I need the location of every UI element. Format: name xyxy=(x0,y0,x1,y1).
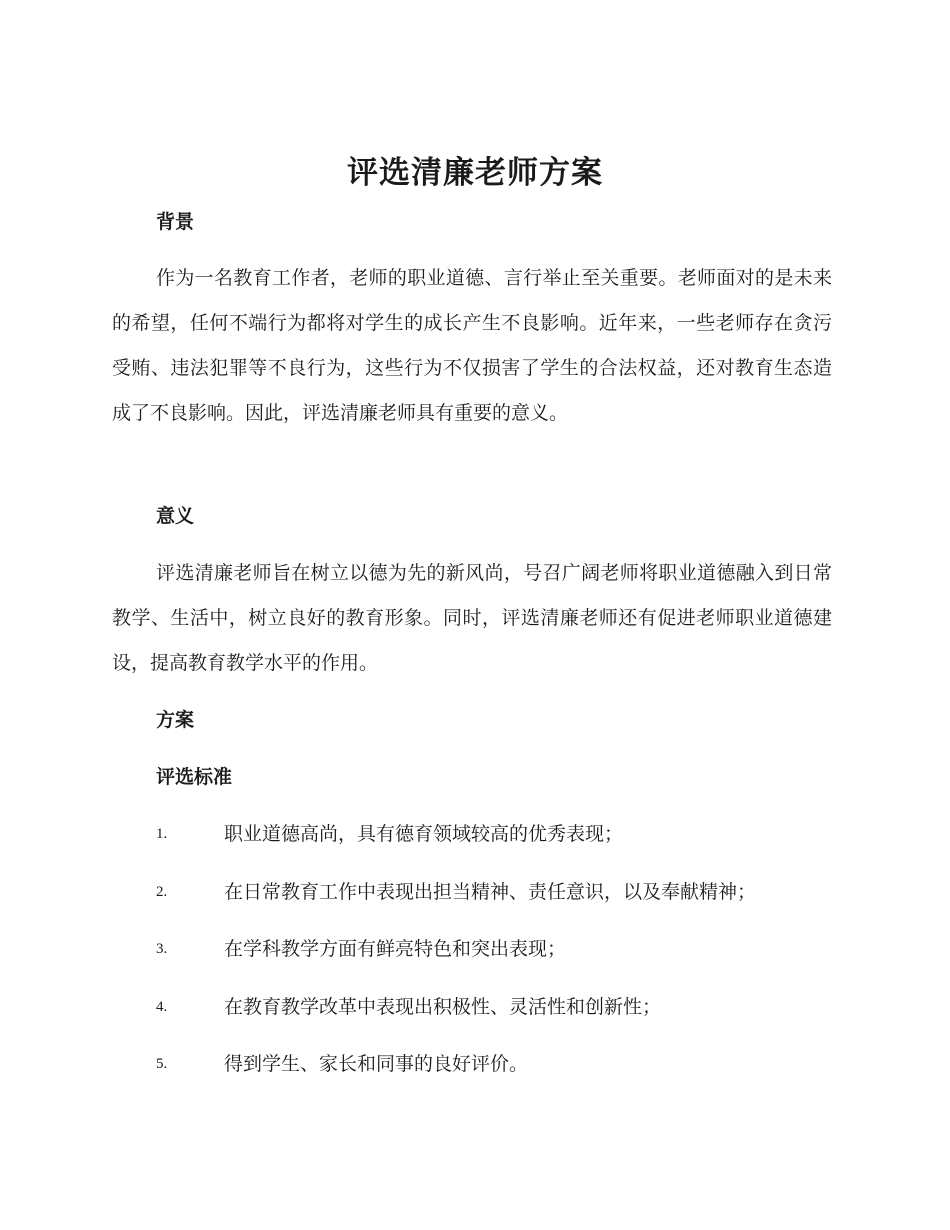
criteria-list-item xyxy=(156,819,836,849)
list-text: 在日常教育工作中表现出担当精神、责任意识，以及奉献精神； xyxy=(224,881,757,903)
criteria-list-item xyxy=(156,992,836,1022)
list-number: 4. xyxy=(156,999,168,1015)
list-text: 在学科教学方面有鲜亮特色和突出表现； xyxy=(224,938,567,960)
criteria-list-item xyxy=(156,1049,836,1079)
criteria-list-item xyxy=(156,934,836,964)
significance-paragraph: 评选清廉老师旨在树立以德为先的新风尚，号召广阔老师将职业道德融入到日常教学、生活中，树立良好的教育形象。同时，评选清廉老师还有促进老师职业道德建设，提高教育教学水平的作用。 xyxy=(112,562,832,674)
list-number: 1. xyxy=(156,826,168,842)
section-heading-background: 背景 xyxy=(156,211,195,233)
criteria-list-item xyxy=(156,877,836,907)
list-number: 5. xyxy=(156,1056,168,1072)
section-heading-plan: 方案 xyxy=(156,709,195,731)
list-text: 得到学生、家长和同事的良好评价。 xyxy=(224,1053,529,1075)
document-title: 评选清廉老师方案 xyxy=(347,155,603,191)
subheading-criteria: 评选标准 xyxy=(156,766,233,788)
background-paragraph: 作为一名教育工作者，老师的职业道德、言行举止至关重要。老师面对的是未来的希望，任何不端行为都将对学生的成长产生不良影响。近年来，一些老师存在贪污受贿、违法犯罪等不良行为，这些行为不仅损害了学生的合法权益，还对教育生态造成了不良影响。因此，评选清廉老师具有重要的意义。 xyxy=(112,267,832,424)
list-number: 2. xyxy=(156,884,168,900)
list-text: 职业道德高尚，具有德育领域较高的优秀表现； xyxy=(224,823,624,845)
list-text: 在教育教学改革中表现出积极性、灵活性和创新性； xyxy=(224,996,662,1018)
list-number: 3. xyxy=(156,941,168,957)
section-heading-significance: 意义 xyxy=(156,505,195,527)
